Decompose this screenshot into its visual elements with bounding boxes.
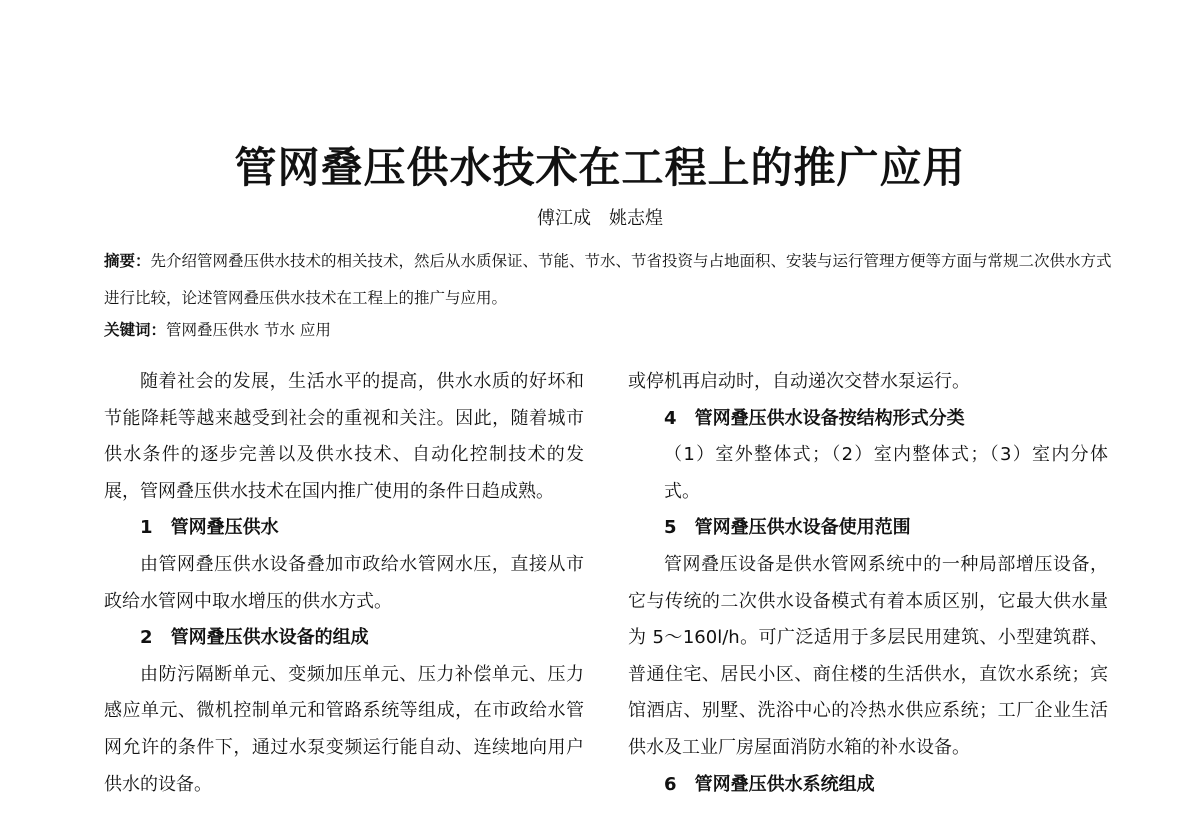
section-title: 管网叠压供水系统组成 <box>694 773 875 795</box>
keywords-label: 关键词： <box>104 321 167 339</box>
section-number: 6 <box>664 773 677 795</box>
section-paragraph: （1）室外整体式；（2）室内整体式；（3）室内分体式。 <box>664 444 1108 502</box>
section-number: 2 <box>140 627 153 649</box>
section-heading <box>628 510 1108 547</box>
abstract-text: 先介绍管网叠压供水技术的相关技术，然后从水质保证、节能、节水、节省投资与占地面积、安装与运行管理方便等方面与常规二次供水方式进行比较，论述管网叠压供水技术在工程上的推广与应用。 <box>104 252 1112 307</box>
section-heading <box>628 767 1108 804</box>
section-title: 管网叠压供水设备的组成 <box>170 627 369 649</box>
author-name: 傅江成 <box>537 208 591 229</box>
section-heading <box>104 510 584 547</box>
abstract <box>104 243 1114 317</box>
right-column <box>628 364 1108 803</box>
section-number: 1 <box>140 517 153 539</box>
left-column <box>104 364 584 803</box>
section-paragraph: 管网叠压设备是供水管网系统中的一种局部增压设备，它与传统的二次供水设备模式有着本质区别，它最大供水量为 5～160l/h。可广泛适用于多层民用建筑、小型建筑群、普通住宅、居民小区、商住楼的生活供水，直饮水系统；宾馆酒店、别墅、洗浴中心的冷热水供应系统；工厂企业生活供水及工业厂房屋面消防水箱的补水设备。 <box>628 553 1108 758</box>
section-paragraph: 由管网叠压供水设备叠加市政给水管网水压，直接从市政给水管网中取水增压的供水方式。 <box>104 553 584 612</box>
section-number: 4 <box>664 407 677 429</box>
section-title: 管网叠压供水 <box>170 517 279 539</box>
continued-paragraph: 或停机再启动时，自动递次交替水泵运行。 <box>628 371 970 392</box>
keywords <box>104 316 1114 344</box>
section-number: 5 <box>664 517 677 539</box>
section-title: 管网叠压供水设备使用范围 <box>694 517 911 539</box>
section-paragraph: 由防污隔断单元、变频加压单元、压力补偿单元、压力感应单元、微机控制单元和管路系统等组成，在市政给水管网允许的条件下，通过水泵变频运行能自动、连续地向用户供水的设备。 <box>104 663 584 795</box>
section-heading <box>628 401 1108 438</box>
section-title: 管网叠压供水设备按结构形式分类 <box>694 407 965 429</box>
paper-title: 管网叠压供水技术在工程上的推广应用 <box>234 143 966 192</box>
intro-paragraph: 随着社会的发展，生活水平的提高，供水水质的好坏和节能降耗等越来越受到社会的重视和关注。因此，随着城市供水条件的逐步完善以及供水技术、自动化控制技术的发展，管网叠压供水技术在国内推广使用的条件日趋成熟。 <box>104 371 584 502</box>
keywords-text: 管网叠压供水 节水 应用 <box>166 321 331 339</box>
author-line <box>0 206 1200 232</box>
abstract-label: 摘要： <box>104 252 151 270</box>
section-heading <box>104 620 584 657</box>
author-name: 姚志煌 <box>609 208 663 229</box>
